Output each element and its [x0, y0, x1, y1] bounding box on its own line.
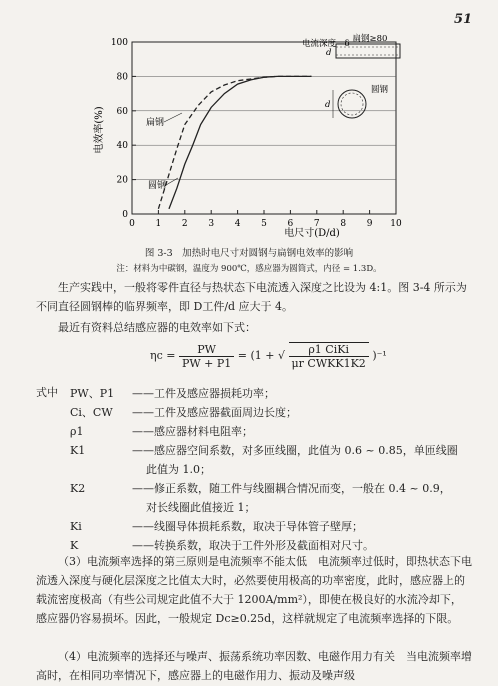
- efficiency-chart: [0, 0, 498, 240]
- tick-label-y: 20: [116, 175, 128, 186]
- round-steel-inset: [325, 84, 389, 118]
- tick-label-x: 8: [340, 219, 347, 229]
- tick-label-x: 6: [287, 219, 294, 229]
- figure-note: 注：材料为中碳钢，温度为 900℃，感应器为圆筒式，内径 = 1.3D。: [116, 264, 382, 274]
- tick-label-y: 60: [116, 106, 128, 117]
- definition-row: [70, 384, 470, 403]
- tick-label-x: 4: [234, 219, 241, 229]
- definition-text: ——修正系数，随工件与线圈耦合情况而变，一般在 0.4 ~ 0.9，: [132, 482, 451, 495]
- definition-row: [70, 403, 470, 422]
- formula-fraction: [179, 343, 234, 370]
- definition-symbol: Ki: [70, 520, 82, 533]
- formula-sqrt-numerator: ρ1 CiKi: [289, 343, 369, 357]
- tick-label-x: 1: [155, 219, 162, 229]
- paragraph-4: （4）电流频率的选择还与噪声、振荡系统功率因数、电磁作用力有关 当电流频率增高时，在相同功率情况下，感应器上的电磁作用力、振动及噪声级: [36, 650, 472, 682]
- tick-label-x: 3: [208, 219, 215, 229]
- flat-d-symbol: d: [326, 48, 332, 58]
- tick-label-x: 2: [181, 219, 188, 229]
- definition-text: ——工件及感应器截面周边长度；: [132, 406, 297, 419]
- curve-label-flat: 扁钢: [146, 118, 165, 128]
- y-axis-label: 电效率(%): [94, 106, 105, 154]
- curve-label-round: 圆钢: [148, 181, 167, 191]
- tick-label-x: 10: [390, 219, 402, 229]
- tick-label-y: 100: [110, 38, 128, 48]
- plot-frame: [132, 42, 396, 214]
- chart-axes: [132, 42, 396, 214]
- sqrt-sign: √: [278, 349, 286, 362]
- efficiency-formula: [150, 342, 387, 370]
- formula-lhs: ηc =: [150, 349, 176, 362]
- figure-caption: 图 3-3 加热时电尺寸对圆钢与扁钢电效率的影响: [144, 248, 354, 259]
- tick-label-x: 7: [313, 219, 320, 229]
- definition-row: [70, 517, 470, 536]
- definition-symbol: K: [70, 539, 79, 552]
- flat-steel-label: 扁钢≥80: [352, 34, 388, 44]
- chart-ticks: [111, 38, 402, 229]
- x-axis-label: 电尺寸(D/d): [284, 228, 340, 239]
- definition-row: [70, 479, 470, 498]
- tick-label-x: 0: [129, 219, 135, 229]
- definition-row: [70, 498, 470, 517]
- formula-mid: = (1 +: [237, 349, 279, 362]
- formula-denominator: PW + P1: [181, 356, 232, 370]
- definition-text: ——线圈导体损耗系数，取决于导体管子壁厚；: [132, 520, 363, 533]
- formula-sqrt-fraction: [289, 342, 369, 370]
- definition-text: ——感应器空间系数，对多匝线圈，此值为 0.6 ~ 0.85，单匝线圈: [132, 444, 458, 457]
- tick-label-y: 40: [116, 141, 128, 152]
- series-line-round: [169, 76, 312, 208]
- chart-grid: [132, 76, 396, 179]
- definition-symbol: Ci、CW: [70, 406, 113, 419]
- tick-label-x: 9: [366, 219, 373, 229]
- definition-text: 此值为 1.0；: [146, 463, 211, 476]
- paragraph-3: （3）电流频率选择的第三原则是电流频率不能太低 电流频率过低时，即热状态下电流透入深度与硬化层深度之比值太大时，必然要使用极高的功率密度，此时，感应器上的载流密度极高（有些公司规定此值不大于 1200A/mm²），即使在极良好的水流冷却下，感应器仍容易损坏。因此，一般规定 Dc≥0.25d，这样就规定了电流频率选择的下限。: [36, 555, 472, 625]
- definition-symbol: K1: [70, 444, 86, 457]
- definition-symbol: K2: [70, 482, 86, 495]
- definition-text: 对长线圈此值接近 1；: [146, 501, 256, 514]
- definition-row: [70, 422, 470, 441]
- definition-text: ——工件及感应器损耗功率；: [132, 387, 275, 400]
- chart-series: [158, 76, 311, 208]
- round-d-symbol: d: [325, 100, 331, 110]
- page-number: 51: [454, 12, 473, 27]
- formula-sqrt-denominator: μr CWKK1K2: [291, 357, 366, 370]
- where-label: 式中: [36, 386, 58, 399]
- definition-row: [70, 460, 470, 479]
- paragraph-2: 最近有资料总结感应器的电效率如下式：: [58, 321, 256, 334]
- definition-row: [70, 441, 470, 460]
- paragraph-1: 生产实践中，一般将零件直径与热状态下电流透入深度之比设为 4:1。图 3-4 所示为不同直径圆钢棒的临界频率，即 D工件/d 应大于 4。: [36, 281, 467, 313]
- tick-label-x: 5: [261, 219, 267, 229]
- formula-rhs: )⁻¹: [372, 349, 387, 362]
- definition-symbol: PW、P1: [70, 387, 115, 400]
- tick-label-y: 80: [116, 72, 128, 83]
- flat-steel-inset: [302, 33, 400, 58]
- depth-label: 电流深度—δ: [302, 39, 350, 49]
- formula-numerator: PW: [179, 343, 234, 357]
- tick-label-y: 0: [122, 210, 128, 220]
- definition-symbol: ρ1: [70, 425, 84, 438]
- series-line-flat: [158, 76, 311, 208]
- definition-text: ——感应器材料电阻率；: [132, 425, 253, 438]
- definition-text: ——转换系数，取决于工件外形及截面相对尺寸。: [132, 539, 374, 552]
- round-steel-label: 圆钢: [371, 85, 389, 95]
